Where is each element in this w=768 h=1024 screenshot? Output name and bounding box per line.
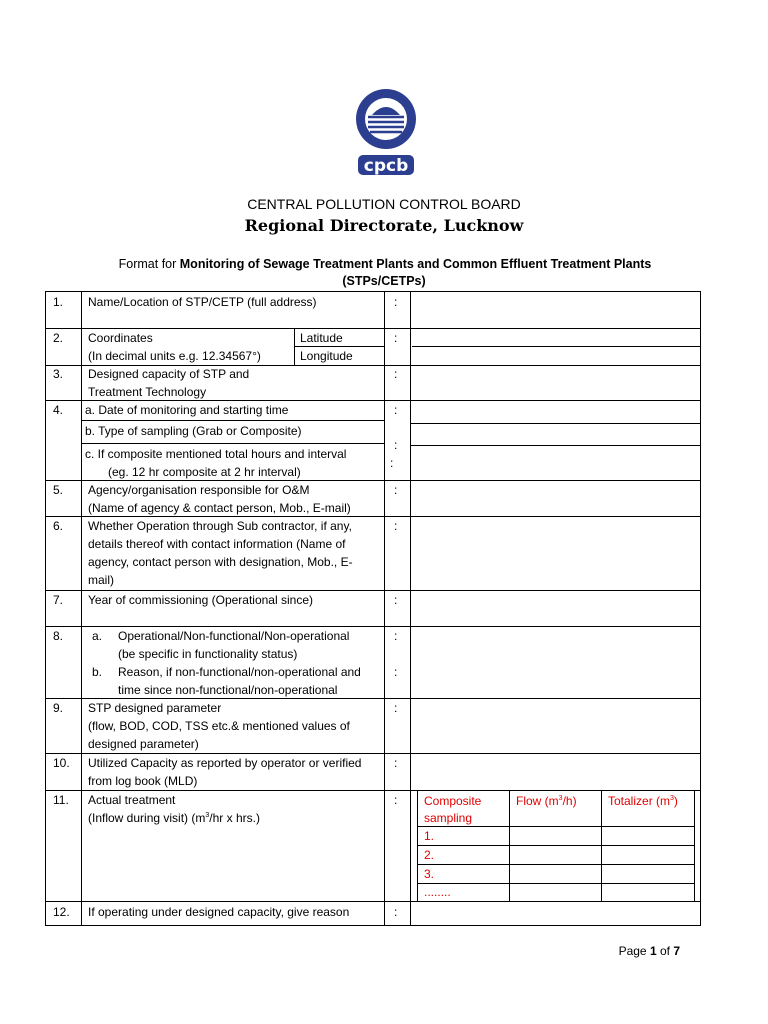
row7-colon: : bbox=[394, 593, 398, 607]
format-line: Format for Monitoring of Sewage Treatment Plants and Common Effluent Treatment Plants bbox=[118, 257, 652, 271]
row5-label-2: (Name of agency & contact person, Mob., E-mail) bbox=[88, 501, 351, 515]
row8-b-colon: : bbox=[394, 665, 398, 679]
row9-label-3: designed parameter) bbox=[88, 737, 199, 751]
page-number: Page 1 of 7 bbox=[618, 944, 680, 958]
row11-label: Actual treatment bbox=[88, 793, 176, 807]
row11-label-2: (Inflow during visit) ($m^3/hr$ x hrs.) bbox=[88, 811, 260, 825]
row9-number: 9. bbox=[53, 701, 64, 715]
row4-c-label-2: (eg. 12 hr composite at 2 hr interval) bbox=[108, 465, 301, 479]
row8-a-colon: : bbox=[394, 629, 398, 643]
sample-row-3: 3. bbox=[424, 867, 435, 881]
row4-a-label: a. Date of monitoring and starting time bbox=[85, 403, 289, 417]
row12-colon: : bbox=[394, 905, 398, 919]
row5-colon: : bbox=[394, 483, 398, 497]
format-subtitle: (STPs/CETPs) bbox=[342, 274, 426, 288]
row12-label: If operating under designed capacity, give reason bbox=[88, 905, 350, 919]
row4-c-label: c. If composite mentioned total hours and interval bbox=[85, 447, 347, 461]
row10-number: 10. bbox=[53, 756, 70, 770]
svg-text:cpcb: cpcb bbox=[363, 156, 409, 176]
row9-label-2: (flow, BOD, COD, TSS etc.& mentioned values of bbox=[88, 719, 350, 733]
row10-colon: : bbox=[394, 756, 398, 770]
composite-sampling-header: Composite bbox=[424, 794, 482, 808]
org-title: CENTRAL POLLUTION CONTROL BOARD bbox=[247, 196, 521, 212]
row2-number: 2. bbox=[53, 331, 64, 345]
row9-colon: : bbox=[394, 701, 398, 715]
row2-colon: : bbox=[394, 331, 398, 345]
row8-number: 8. bbox=[53, 629, 64, 643]
row5-number: 5. bbox=[53, 483, 64, 497]
row7-number: 7. bbox=[53, 593, 64, 607]
row10-label: Utilized Capacity as reported by operator or verified bbox=[88, 756, 362, 770]
row10-label-2: from log book (MLD) bbox=[88, 774, 198, 788]
row8-b-marker: b. bbox=[92, 665, 103, 679]
row11-colon: : bbox=[394, 793, 398, 807]
row6-label-3: agency, contact person with designation, Mob., E- bbox=[88, 555, 353, 569]
row4-a-colon: : bbox=[394, 403, 398, 417]
row4-c-colon: : bbox=[390, 456, 394, 470]
row6-colon: : bbox=[394, 519, 398, 533]
row4-b-colon: : bbox=[394, 438, 398, 452]
row8-a-marker: a. bbox=[92, 629, 103, 643]
row2-label: Coordinates bbox=[88, 331, 153, 345]
row8-a-label: Operational/Non-functional/Non-operational bbox=[118, 629, 350, 643]
sample-row-1: 1. bbox=[424, 829, 435, 843]
row6-number: 6. bbox=[53, 519, 64, 533]
composite-sampling-header-2: sampling bbox=[424, 811, 473, 825]
row1-label: Name/Location of STP/CETP (full address) bbox=[88, 295, 317, 309]
totalizer-header: Totalizer $(m^3)$ bbox=[608, 794, 678, 808]
row5-label: Agency/organisation responsible for O&M bbox=[88, 483, 310, 497]
row11-number: 11. bbox=[53, 793, 69, 807]
row4-number: 4. bbox=[53, 403, 64, 417]
row3-colon: : bbox=[394, 367, 398, 381]
sample-row-2: 2. bbox=[424, 848, 435, 862]
row8-b-label: Reason, if non-functional/non-operational and bbox=[118, 665, 361, 679]
row2-label-2: (In decimal units e.g. 12.34567°) bbox=[88, 349, 261, 363]
longitude-label: Longitude bbox=[300, 349, 353, 363]
row3-label: Designed capacity of STP and bbox=[88, 367, 250, 381]
row7-label: Year of commissioning (Operational since) bbox=[88, 593, 313, 607]
row6-label-2: details thereof with contact information (Name of bbox=[88, 537, 346, 551]
row8-b-label-2: time since non-functional/non-operational bbox=[118, 683, 338, 697]
latitude-label: Latitude bbox=[300, 331, 343, 345]
directorate-title: Regional Directorate, Lucknow bbox=[244, 216, 524, 235]
row6-label: Whether Operation through Sub contractor, if any, bbox=[88, 519, 352, 533]
flow-header: Flow $(m^3/h)$ bbox=[516, 794, 577, 808]
row8-a-label-2: (be specific in functionality status) bbox=[118, 647, 298, 661]
row1-colon: : bbox=[394, 295, 398, 309]
row1-number: 1. bbox=[53, 295, 64, 309]
row3-label-2: Treatment Technology bbox=[88, 385, 207, 399]
sample-row-more: ........ bbox=[424, 885, 451, 899]
row6-label-4: mail) bbox=[88, 573, 114, 587]
row3-number: 3. bbox=[53, 367, 64, 381]
row4-b-label: b. Type of sampling (Grab or Composite) bbox=[85, 424, 302, 438]
row9-label: STP designed parameter bbox=[88, 701, 222, 715]
row12-number: 12. bbox=[53, 905, 70, 919]
